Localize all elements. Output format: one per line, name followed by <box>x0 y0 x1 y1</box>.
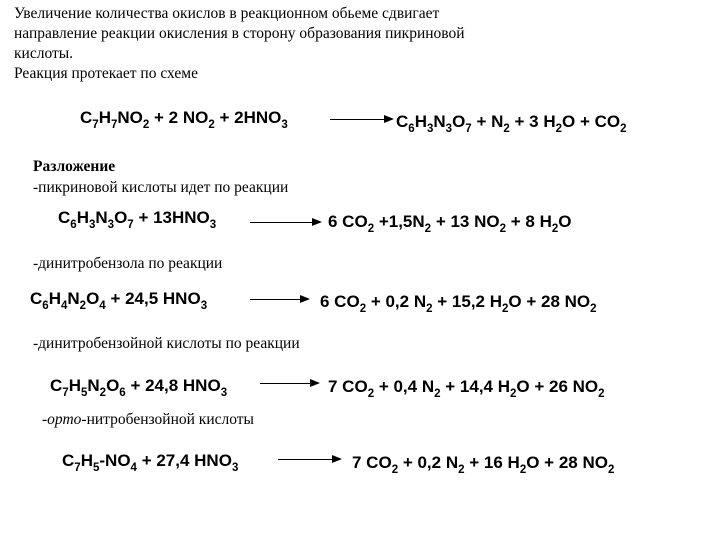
picric-label: -пикриновой кислоты идет по реакции <box>33 179 289 196</box>
picric-right: 6 $CO_2 +1,5N_2 + 13$ $NO_2 + 8$ $H_2O$ <box>328 212 572 235</box>
section-title: Разложение <box>33 158 116 175</box>
onba-right: 7 $CO_2 + 0,2$ $N_2 + 16$ $H_2O + 28$ $NO_2$ <box>352 453 615 476</box>
onba-left: $C_7H_5-NO_4 + 27,4$ $HNO_3$ <box>62 451 239 474</box>
dnb-right: 6 $CO_2 + 0,2$ $N_2 + 15,2$ $H_2O + 28$ $NO_2$ <box>320 292 597 315</box>
reaction-arrow <box>250 222 320 223</box>
intro-line-4: Реакция протекает по схеме <box>14 65 198 82</box>
dnb-left: $C_6H_4N_2O_4 + 24,5$ $HNO_3$ <box>30 289 208 312</box>
scheme-right: $C_6H_3N_3O_7 + N_2 + 3$ $H_2O + CO_2$ <box>396 112 627 135</box>
reaction-arrow <box>278 459 340 460</box>
reaction-arrow <box>330 119 392 120</box>
dnba-left: $C_7H_5N_2O_6 + 24,8$ $HNO_3$ <box>50 376 228 399</box>
ortho-label: -орто-нитробензойной кислоты <box>42 411 254 428</box>
reaction-arrow <box>250 299 308 300</box>
dinitrobenzoic-label: -динитробензойной кислоты по реакции <box>33 335 300 352</box>
dnba-right: 7 $CO_2 + 0,4$ $N_2 + 14,4$ $H_2O + 26$ $NO_2$ <box>328 377 605 400</box>
intro-line-2: направление реакции окисления в сторону образования пикриновой <box>14 25 465 42</box>
reaction-arrow <box>260 383 318 384</box>
intro-line-1: Увеличение количества окислов в реакционном обьеме сдвигает <box>14 5 440 22</box>
picric-left: $C_6H_3N_3O_7 + 13HNO_3$ <box>58 208 217 231</box>
scheme-left: $C_7H_7NO_2 + 2$ $NO_2 + 2HNO_3$ <box>80 108 288 131</box>
intro-text <box>14 4 465 84</box>
dinitrobenzene-label: -динитробензола по реакции <box>33 255 223 272</box>
intro-line-3: кислоты. <box>14 45 74 62</box>
